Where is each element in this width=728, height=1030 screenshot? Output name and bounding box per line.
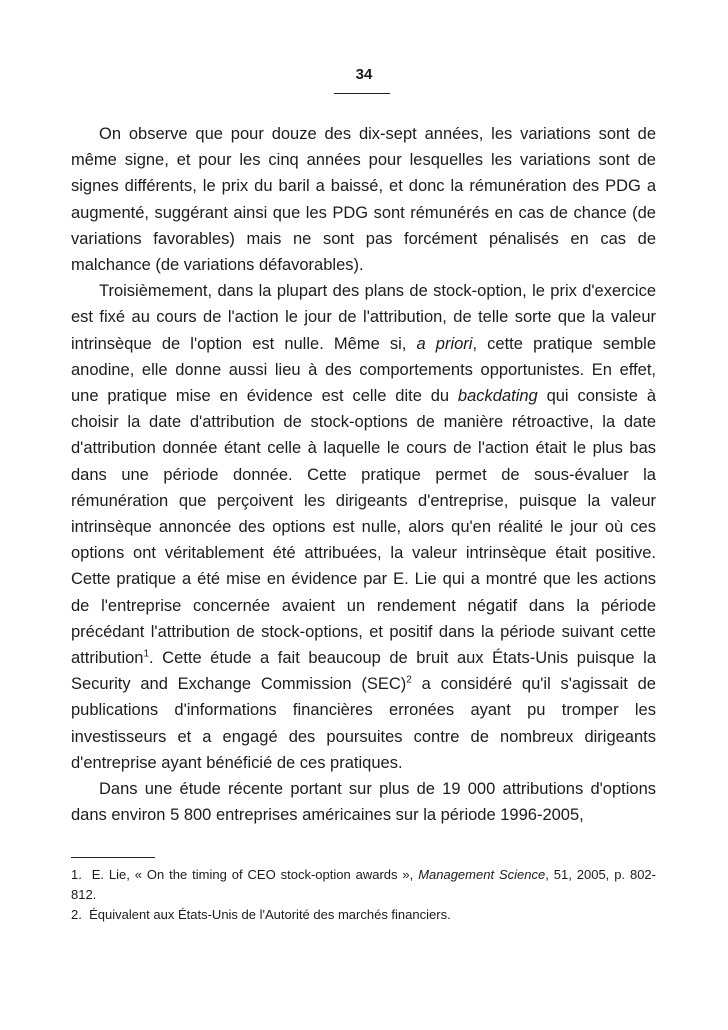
body-text: [71, 121, 656, 828]
footnote-1: [71, 865, 656, 905]
paragraph-3: Dans une étude récente portant sur plus de 19 000 attributions d'options dans environ 5 800 entreprises américaines sur la période 1996-2005,: [71, 780, 656, 825]
paragraph-2-text-b: , cette pratique semble anodine, elle donne aussi lieu à des comportements opportunistes. En effet, une pratique mise en évidence est celle dite du: [71, 334, 657, 406]
paragraph-1: On observe que pour douze des dix-sept années, les variations sont de même signe, et pour les cinq années pour lesquelles les variations sont de signes différents, le prix du baril a baissé, et donc la rémunération des PDG a augmenté, suggérant ainsi que les PDG sont rémunérés en cas de chance (de variations favorables) mais ne sont pas forcément pénalisés en cas de malchance (de variations défavorables).: [71, 125, 656, 275]
footnote-separator: [71, 857, 155, 858]
paragraph-2-text-a: Troisièmement, dans la plupart des plans de stock-option, le prix d'exercice est fixé au cours de l'action le jour de l'attribution, de telle sorte que la valeur intrinsèque de l'option est nulle. Même si,: [71, 282, 656, 353]
footnote-2: [71, 905, 656, 925]
paragraph-2: [71, 278, 656, 776]
footnote-ref-1[interactable]: 1: [143, 648, 150, 660]
footnote-1-journal: Management Science: [418, 867, 546, 882]
backdating-italic: backdating: [457, 387, 538, 406]
page-number: 34: [355, 66, 373, 83]
footnote-2-marker: 2.: [71, 907, 82, 922]
paragraph-2-text-d: . Cette étude a fait beaucoup de bruit aux États-Unis puisque la Security and Exchange Commission (SEC): [71, 649, 656, 694]
footnotes: [71, 865, 656, 925]
footnote-2-text: Équivalent aux États-Unis de l'Autorité des marchés financiers.: [89, 907, 451, 922]
footnote-ref-2[interactable]: 2: [406, 674, 412, 686]
a-priori-italic: a priori: [416, 334, 473, 353]
paragraph-2-text-c: qui consiste à choisir la date d'attribution de stock-options de manière rétroactive, la date d'attribution donnée étant celle à laquelle le cours de l'action était le plus bas dans une période donnée. Cette pratique permet de sous-évaluer la rémunération que perçoivent les dirigeants d'entreprise, puisque la valeur intrinsèque annoncée des options est nulle, alors qu'en réalité le jour où ces options ont véritablement été attribuées, la valeur intrinsèque était positive. Cette pratique a été mise en évidence par E. Lie qui a montré que les actions de l'entreprise concernée avaient un rendement négatif dans la période précédant l'attribution de stock-options, et positif dans la période suivant cette attribution: [71, 387, 656, 668]
footnote-1-text-a: E. Lie, « On the timing of CEO stock-option awards »,: [91, 867, 419, 882]
page-number-rule: [334, 93, 390, 94]
paragraph-2-text-e: a considéré qu'il s'agissait de publications d'informations financières erronées ayant pu tromper les investisseurs et a engagé des poursuites contre de nombreux dirigeants d'entreprise ayant bénéficié de ces pratiques.: [71, 675, 656, 772]
footnote-1-marker: 1.: [71, 867, 82, 882]
footnote-1-text-b: , 51, 2005, p. 802-812.: [71, 867, 656, 902]
